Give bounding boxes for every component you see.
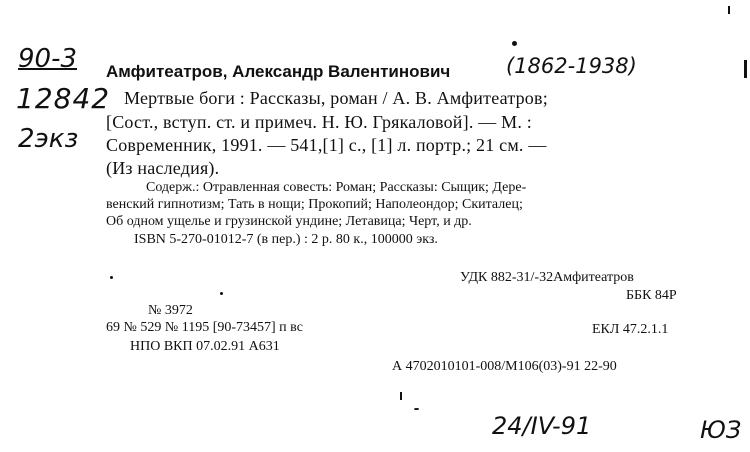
bottom-initials: ЮЗ — [700, 416, 742, 444]
title-line-3: Современник, 1991. — 541,[1] с., [1] л. портр.; 21 см. — — [106, 135, 547, 155]
speck — [220, 292, 223, 295]
npo-line: НПО ВКП 07.02.91 А631 — [130, 339, 280, 354]
speck — [110, 276, 113, 279]
speck — [512, 41, 517, 46]
bottom-date: 24/IV-91 — [492, 412, 592, 440]
title-line-4: (Из наследия). — [106, 158, 220, 178]
title-line-1: Мертвые боги : Рассказы, роман / А. В. Амфитеатров; — [124, 88, 548, 108]
contents-line-2: венский гипнотизм; Тать в нощи; Прокопий; Наполеондор; Скиталец; — [106, 197, 523, 212]
publisher-code: А 4702010101-008/М106(03)-91 22-90 — [392, 359, 617, 374]
bbk-code: ББК 84Р — [626, 288, 677, 303]
author-heading: Амфитеатров, Александр Валентинович — [106, 62, 451, 81]
udk-code: УДК 882-31/-32Амфитеатров — [460, 270, 634, 285]
card-number: № 3972 — [148, 303, 193, 318]
copies-note: 2экз — [18, 124, 79, 154]
inventory-number: 12842 — [16, 82, 111, 115]
speck — [400, 392, 402, 400]
ekl-code: ЕКЛ 47.2.1.1 — [592, 322, 669, 337]
shelf-mark: 90-3 — [18, 44, 78, 74]
print-line: 69 № 529 № 1195 [90-73457] п вс — [106, 320, 303, 335]
title-line-2: [Сост., вступ. ст. и примеч. Н. Ю. Грякаловой]. — М. : — [106, 112, 532, 132]
speck — [414, 408, 419, 410]
contents-line-3: Об одном ущелье и грузинской ундине; Летавица; Черт, и др. — [106, 214, 472, 229]
author-years: (1862-1938) — [506, 54, 637, 78]
edge-mark — [728, 6, 730, 14]
edge-mark — [744, 60, 747, 78]
contents-line-1: Содерж.: Отравленная совесть: Роман; Рассказы: Сыщик; Дере- — [146, 180, 527, 195]
isbn-line: ISBN 5-270-01012-7 (в пер.) : 2 р. 80 к., 100000 экз. — [134, 232, 438, 247]
